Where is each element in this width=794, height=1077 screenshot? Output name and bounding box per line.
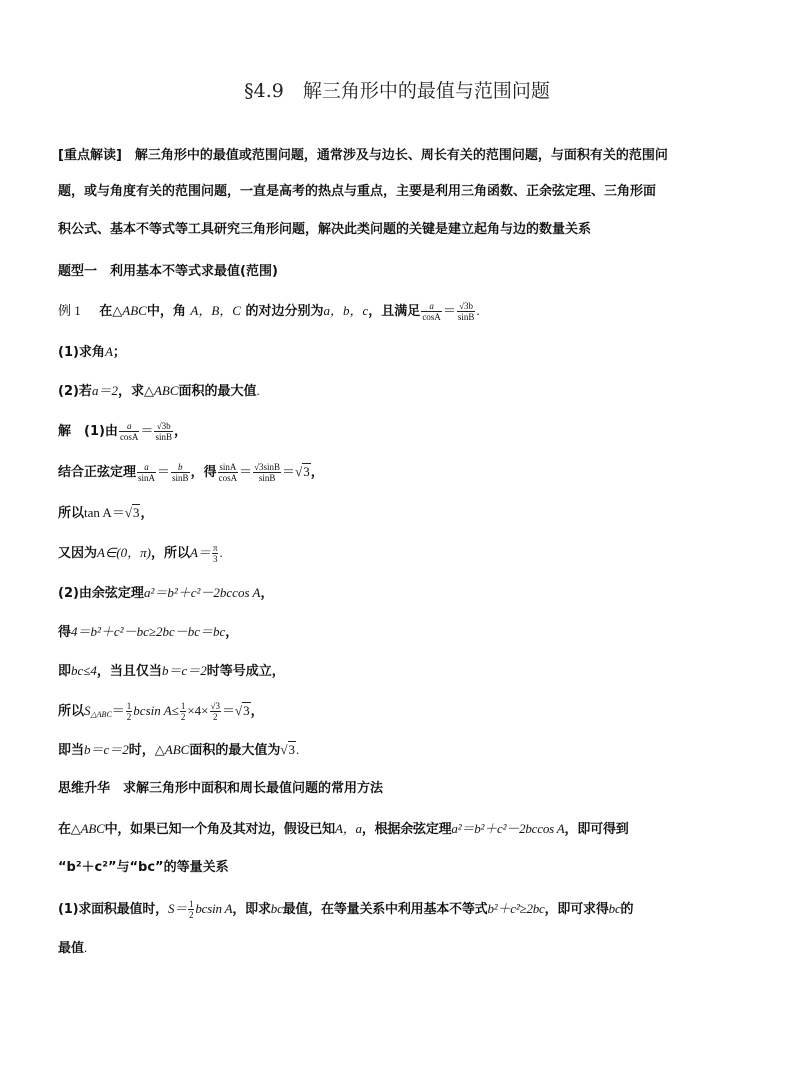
text-span: ，得 xyxy=(190,465,217,480)
text-span: ABC xyxy=(164,742,190,757)
text-span: 3 xyxy=(212,554,218,564)
text-span: ， xyxy=(310,465,324,480)
text-span: A∈(0，π) xyxy=(97,545,151,560)
text-span: 的 xyxy=(620,902,634,917)
solution-line-2 xyxy=(58,462,754,483)
text-span: ，即可求得 xyxy=(544,902,609,917)
fraction xyxy=(421,301,442,322)
example-label: 例 1 xyxy=(58,303,81,318)
solution-line-3 xyxy=(58,503,754,524)
text-span: ＝ xyxy=(442,303,456,318)
text-span: sinB xyxy=(172,473,189,483)
text-span: b＝c＝2 xyxy=(161,663,207,678)
text-span: ， xyxy=(225,625,239,640)
text-span: ＝ xyxy=(140,423,154,438)
text-span: A xyxy=(104,344,113,359)
text-span: ，求△ xyxy=(117,384,154,399)
fraction xyxy=(180,701,187,722)
text-span: 面积的最大值 xyxy=(178,384,257,399)
text-span: ＝ xyxy=(157,464,171,479)
text-span: a²＝b²＋c²－2bccos A xyxy=(451,821,565,836)
text-span: bcsin A xyxy=(195,901,233,916)
fraction xyxy=(137,462,156,483)
text-span: 1 xyxy=(189,899,194,909)
text-span: 3 xyxy=(303,464,310,479)
text-span: ，即求 xyxy=(232,902,271,917)
text-span: 的对边分别为 xyxy=(245,304,324,319)
text-span: 3 xyxy=(243,703,250,718)
fraction xyxy=(253,462,281,483)
text-span: √3b xyxy=(457,301,476,312)
solution-line-8 xyxy=(58,701,754,725)
text-span: . xyxy=(256,383,260,398)
text-span: π xyxy=(212,543,218,553)
text-span: ＝ xyxy=(221,703,235,718)
text-span: S＝ xyxy=(167,901,188,916)
text-span: ＝ xyxy=(282,464,296,479)
text-span: a²＝b²＋c²－2bccos A xyxy=(143,585,261,600)
text-span: (2)由余弦定理 xyxy=(58,586,144,601)
summary-line-3 xyxy=(58,899,754,920)
fraction xyxy=(126,701,133,722)
question-2 xyxy=(58,381,754,402)
text-span: 1 xyxy=(180,701,186,711)
text-span: 中，如果已知一个角及其对边，假设已知 xyxy=(104,822,335,837)
text-span: cosA xyxy=(422,312,441,322)
text-span: . xyxy=(84,940,88,955)
text-span: (2)若 xyxy=(58,384,92,399)
text-span: b²＋c²≥2bc xyxy=(487,901,545,916)
text-span: 最值，在等量关系中利用基本不等式 xyxy=(282,902,488,917)
text-span: ， xyxy=(140,506,154,521)
text-span: ，根据余弦定理 xyxy=(361,822,452,837)
text-span: 所以 xyxy=(58,704,85,719)
summary-line-2: “b²＋c²”与“bc”的等量关系 xyxy=(58,860,229,875)
text-span: ， xyxy=(260,586,274,601)
fraction xyxy=(457,301,476,322)
sqrt: √3 xyxy=(234,703,250,718)
text-span: 2 xyxy=(126,712,132,722)
solution-line-9 xyxy=(58,740,754,761)
text-span: 又因为 xyxy=(58,546,98,561)
text-span: b＝c＝2 xyxy=(84,742,129,757)
text-span: a xyxy=(119,421,140,432)
text-span: a xyxy=(137,462,156,473)
summary-line-1 xyxy=(58,819,754,840)
text-span: 3 xyxy=(288,742,296,757)
text-span: sinB xyxy=(258,473,276,483)
text-span: sinB xyxy=(457,312,475,322)
fraction xyxy=(218,462,239,483)
text-span: . xyxy=(219,545,223,560)
text-span: △ABC xyxy=(90,710,112,719)
solution-line-7 xyxy=(58,661,754,682)
example-1 xyxy=(58,301,754,322)
text-span: sinA xyxy=(219,462,237,472)
text-span: 结合正弦定理 xyxy=(58,465,137,480)
text-span: √3b xyxy=(154,421,173,432)
text-span: 3 xyxy=(132,505,140,520)
text-span: A，a xyxy=(334,821,362,836)
fraction xyxy=(119,421,140,442)
text-span: ，即可得到 xyxy=(564,822,629,837)
text-span: 面积的最大值为 xyxy=(189,743,281,758)
text-span: 时，△ xyxy=(128,743,165,758)
question-1 xyxy=(58,342,754,363)
solution-line-5 xyxy=(58,583,754,604)
fraction xyxy=(212,543,219,564)
text-span: ABC xyxy=(153,383,179,398)
text-span: ，且满足 xyxy=(368,304,421,319)
text-span: cosA xyxy=(218,473,238,483)
solution-line-6 xyxy=(58,622,754,643)
solution-line-1 xyxy=(58,421,754,442)
text-span: 在△ xyxy=(58,822,81,837)
text-span: ABC xyxy=(80,821,105,836)
sqrt: √3 xyxy=(280,742,296,757)
page-title: §4.9 解三角形中的最值与范围问题 xyxy=(244,80,550,102)
text-span: ， xyxy=(250,704,264,719)
text-span: 解 (1)由 xyxy=(58,424,118,439)
text-span: sinA xyxy=(138,473,156,483)
summary-heading: 思维升华 求解三角形中面积和周长最值问题的常用方法 xyxy=(58,781,384,796)
text-span: bcsin A≤ xyxy=(133,703,179,718)
text-span: ＝ xyxy=(111,703,125,718)
section-heading: 题型一 利用基本不等式求最值(范围) xyxy=(58,264,278,279)
text-span: . xyxy=(476,303,480,318)
text-span: 最值 xyxy=(58,941,85,956)
text-span: √3sinB xyxy=(254,462,281,472)
text-span: ABC xyxy=(122,303,147,318)
fraction xyxy=(188,899,194,920)
text-span: 2 xyxy=(189,910,194,920)
fraction xyxy=(210,701,221,722)
text-span: ＝ xyxy=(239,464,253,479)
text-span: sinB xyxy=(155,432,172,442)
text-span: 所以 xyxy=(58,506,85,521)
text-span: ×4× xyxy=(187,703,209,718)
text-span: b xyxy=(171,462,190,473)
text-span: 4＝b²＋c²－bc≥2bc－bc＝bc xyxy=(71,624,226,639)
intro-line-2: 题，或与角度有关的范围问题，一直是高考的热点与重点，主要是利用三角函数、正余弦定理、三角形面 xyxy=(58,184,657,199)
fraction xyxy=(154,421,173,442)
text-span: bc≤4 xyxy=(71,663,97,678)
text-span: A＝ xyxy=(189,545,211,560)
sqrt: √3 xyxy=(295,464,310,479)
text-span: . xyxy=(296,742,300,757)
text-span: ，所以 xyxy=(150,546,190,561)
text-span: ， xyxy=(173,424,187,439)
text-span: 在△ xyxy=(99,304,123,319)
text-span: (1)求角 xyxy=(58,345,105,360)
text-span: bc xyxy=(608,901,621,916)
text-span: 得 xyxy=(58,625,72,640)
text-span: 2 xyxy=(180,712,186,722)
text-span: 中，角 xyxy=(146,304,186,319)
text-span: ； xyxy=(112,345,126,360)
text-span: 2 xyxy=(212,712,218,722)
sqrt: √3 xyxy=(124,505,140,520)
intro-line-1: [重点解读] 解三角形中的最值或范围问题，通常涉及与边长、周长有关的范围问题，与面积有关的范围问 xyxy=(58,148,668,163)
text-span: A，B，C xyxy=(190,303,241,318)
text-span: a＝2 xyxy=(91,383,118,398)
text-span: 即当 xyxy=(58,743,85,758)
intro-line-3: 积公式、基本不等式等工具研究三角形问题，解决此类问题的关键是建立起角与边的数量关系 xyxy=(58,222,592,237)
summary-line-4 xyxy=(58,938,754,959)
text-span: cosA xyxy=(119,432,139,442)
text-span: a，b，c xyxy=(323,303,369,318)
fraction xyxy=(171,462,190,483)
text-span: 时等号成立， xyxy=(206,664,285,679)
text-span: (1)求面积最值时， xyxy=(58,902,168,917)
text-span: bc xyxy=(270,901,283,916)
text-span: ，当且仅当 xyxy=(96,664,162,679)
text-span: S xyxy=(84,703,91,718)
solution-line-4 xyxy=(58,543,754,564)
text-span: 即 xyxy=(58,664,72,679)
text-span: a xyxy=(421,301,442,312)
text-span: 1 xyxy=(126,701,132,711)
text-span: √3 xyxy=(210,701,220,711)
text-span: tan A＝ xyxy=(84,505,125,520)
